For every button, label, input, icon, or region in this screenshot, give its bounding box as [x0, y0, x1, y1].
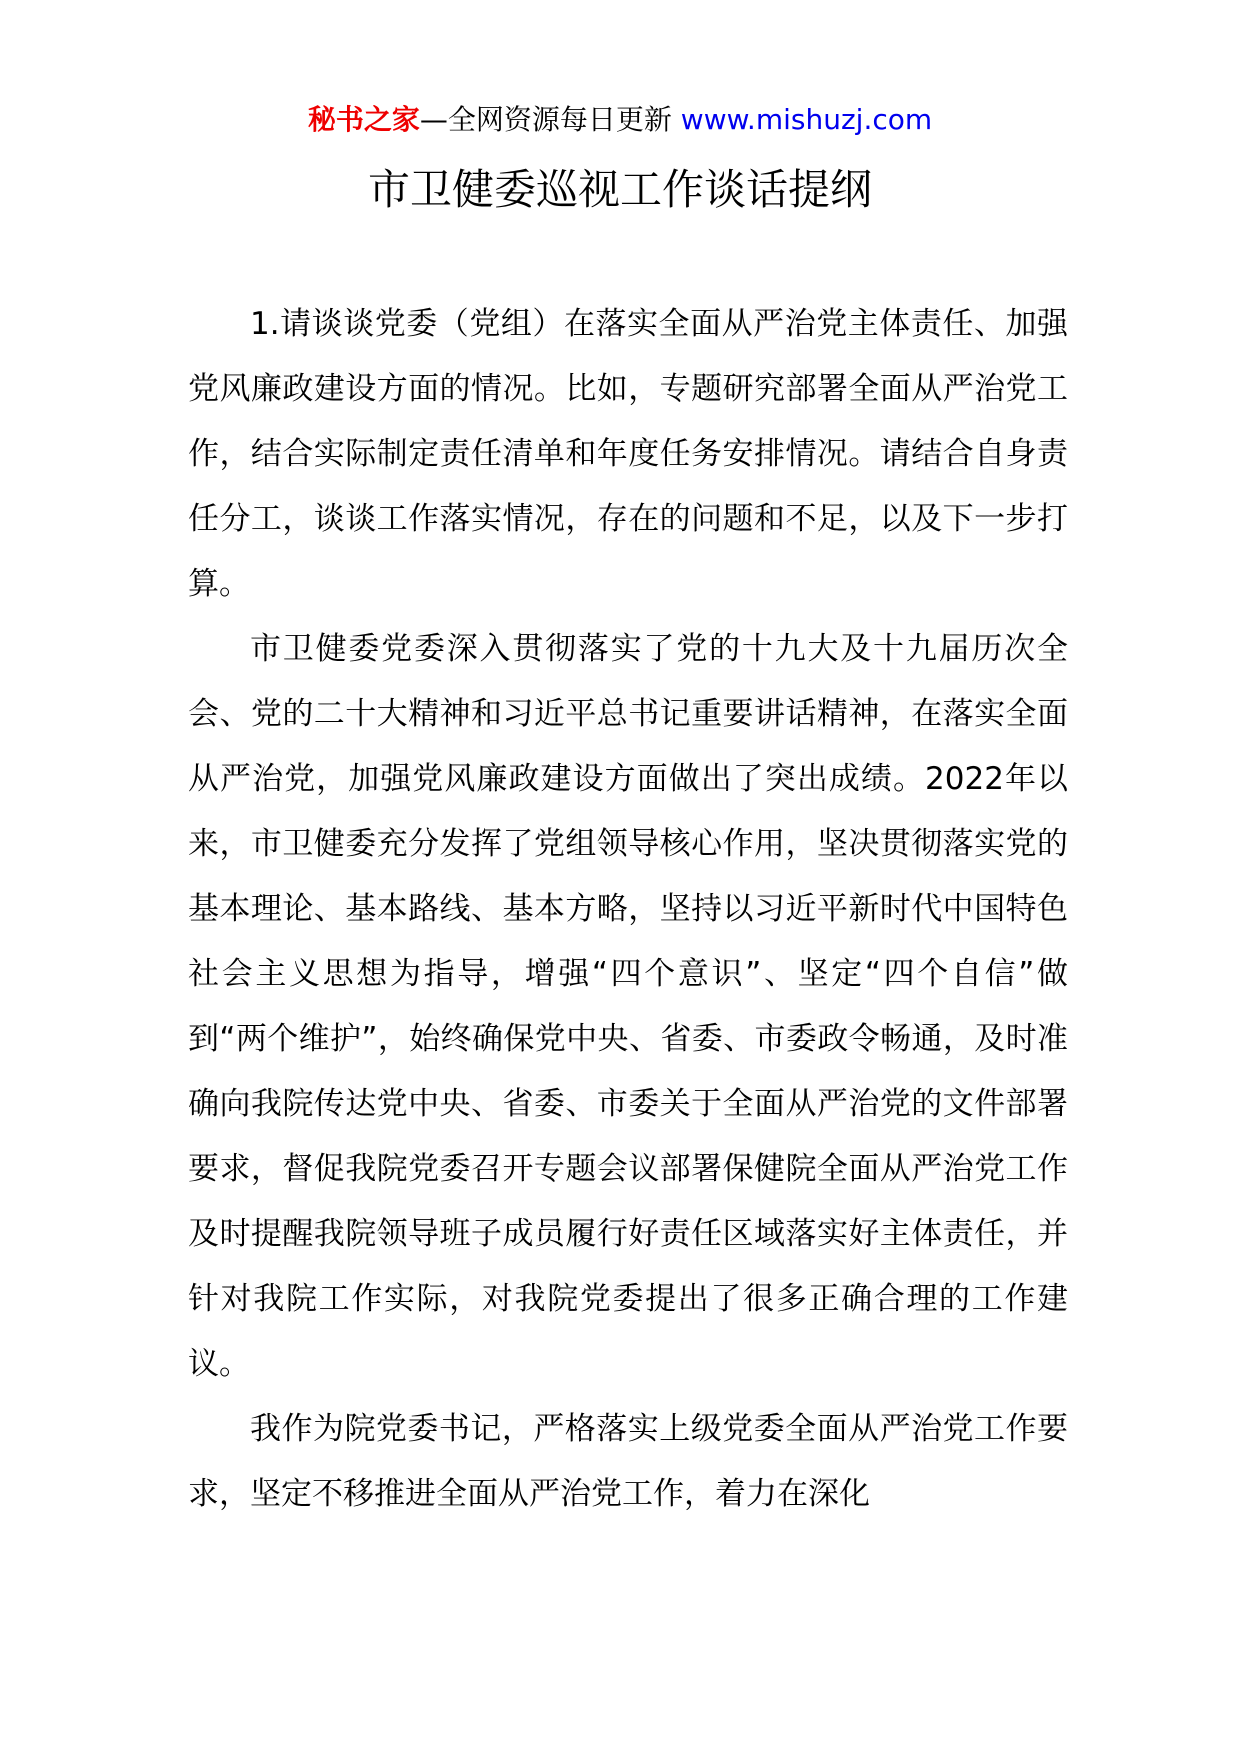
site-url-link[interactable]: www.mishuzj.com	[680, 103, 933, 136]
site-header	[0, 100, 1240, 140]
header-tagline: —全网资源每日更新	[419, 103, 672, 136]
paragraph-answer-2: 我作为院党委书记，严格落实上级党委全面从严治党工作要求，坚定不移推进全面从严治党工作，着力在深化	[188, 1411, 1068, 1512]
brand-name: 秘书之家	[307, 103, 420, 136]
document-body	[188, 292, 1068, 1527]
paragraph-question-1: 1.请谈谈党委（党组）在落实全面从严治党主体责任、加强党风廉政建设方面的情况。比如，专题研究部署全面从严治党工作，结合实际制定责任清单和年度任务安排情况。请结合自身责任分工，谈谈工作落实情况，存在的问题和不足，以及下一步打算。	[188, 306, 1068, 602]
document-title: 市卫健委巡视工作谈话提纲	[367, 165, 872, 214]
paragraph-answer-1: 市卫健委党委深入贯彻落实了党的十九大及十九届历次全会、党的二十大精神和习近平总书记重要讲话精神，在落实全面从严治党，加强党风廉政建设方面做出了突出成绩。2022年以来，市卫健委充分发挥了党组领导核心作用，坚决贯彻落实党的基本理论、基本路线、基本方略，坚持以习近平新时代中国特色社会主义思想为指导，增强“四个意识”、坚定“四个自信”做到“两个维护”，始终确保党中央、省委、市委政令畅通，及时准确向我院传达党中央、省委、市委关于全面从严治党的文件部署要求，督促我院党委召开专题会议部署保健院全面从严治党工作及时提醒我院领导班子成员履行好责任区域落实好主体责任，并针对我院工作实际，对我院党委提出了很多正确合理的工作建议。	[188, 631, 1068, 1382]
